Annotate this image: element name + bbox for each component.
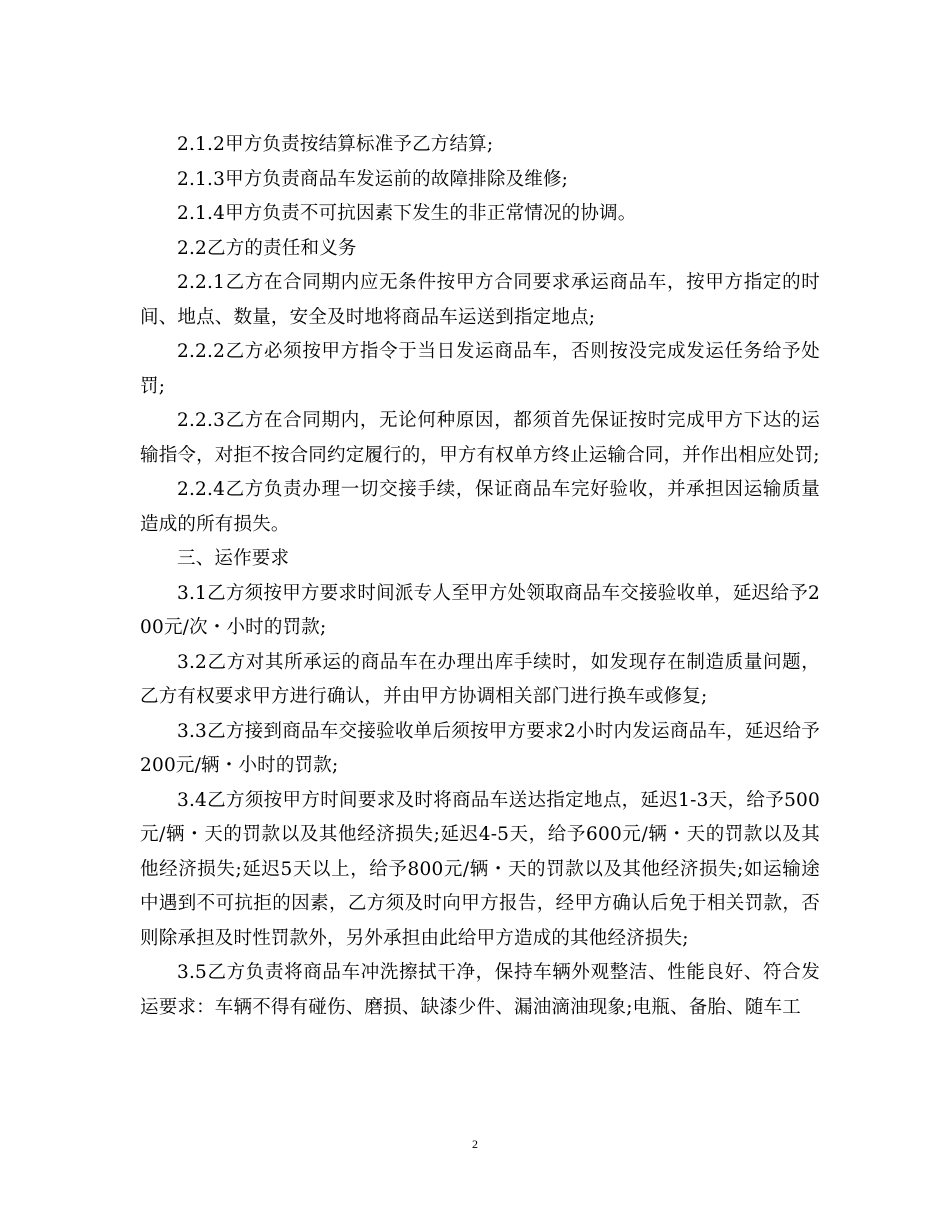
paragraph-2-2-3: 2.2.3乙方在合同期内，无论何种原因，都须首先保证按时完成甲方下达的运输指令，对拒不按合同约定履行的，甲方有权单方终止运输合同，并作出相应处罚; [140, 410, 820, 466]
section-heading-2-2: 2.2乙方的责任和义务 [177, 237, 357, 259]
paragraph-3-4: 3.4乙方须按甲方时间要求及时将商品车送达指定地点，延迟1-3天，给予500元/辆・天的罚款以及其他经济损失;延迟4-5天，给予600元/辆・天的罚款以及其他经济损失;延迟5天以上，给予800元/辆・天的罚款以及其他经济损失;如运输途中遇到不可抗拒的因素，乙方须及时向甲方报告，经甲方确认后免于相关罚款，否则除承担及时性罚款外，另外承担由此给甲方造成的其他经济损失; [140, 789, 820, 949]
paragraph-2-2-4: 2.2.4乙方负责办理一切交接手续，保证商品车完好验收，并承担因运输质量造成的所有损失。 [140, 479, 820, 535]
paragraph-2-1-3: 2.1.3甲方负责商品车发运前的故障排除及维修; [177, 168, 569, 190]
section-heading-3: 三、运作要求 [177, 548, 290, 569]
paragraph-2-2-1: 2.2.1乙方在合同期内应无条件按甲方合同要求承运商品车，按甲方指定的时间、地点、数量，安全及时地将商品车运送到指定地点; [140, 272, 820, 328]
paragraph-2-1-4: 2.1.4甲方负责不可抗因素下发生的非正常情况的协调。 [177, 203, 637, 224]
document-body [140, 128, 820, 1025]
page-number: 2 [472, 1137, 478, 1151]
paragraph-3-2: 3.2乙方对其所承运的商品车在办理出库手续时，如发现存在制造质量问题，乙方有权要求甲方进行确认，并由甲方协调相关部门进行换车或修复; [140, 651, 820, 707]
paragraph-3-3: 3.3乙方接到商品车交接验收单后须按甲方要求2小时内发运商品车，延迟给予200元/辆・小时的罚款; [140, 720, 820, 776]
paragraph-3-5: 3.5乙方负责将商品车冲洗擦拭干净，保持车辆外观整洁、性能良好、符合发运要求：车辆不得有碰伤、磨损、缺漆少件、漏油滴油现象;电瓶、备胎、随车工 [140, 962, 820, 1018]
paragraph-2-1-2: 2.1.2甲方负责按结算标准予乙方结算; [177, 134, 494, 155]
paragraph-3-1: 3.1乙方须按甲方要求时间派专人至甲方处领取商品车交接验收单，延迟给予200元/次・小时的罚款; [140, 582, 820, 638]
paragraph-2-2-2: 2.2.2乙方必须按甲方指令于当日发运商品车，否则按没完成发运任务给予处罚; [140, 341, 820, 397]
